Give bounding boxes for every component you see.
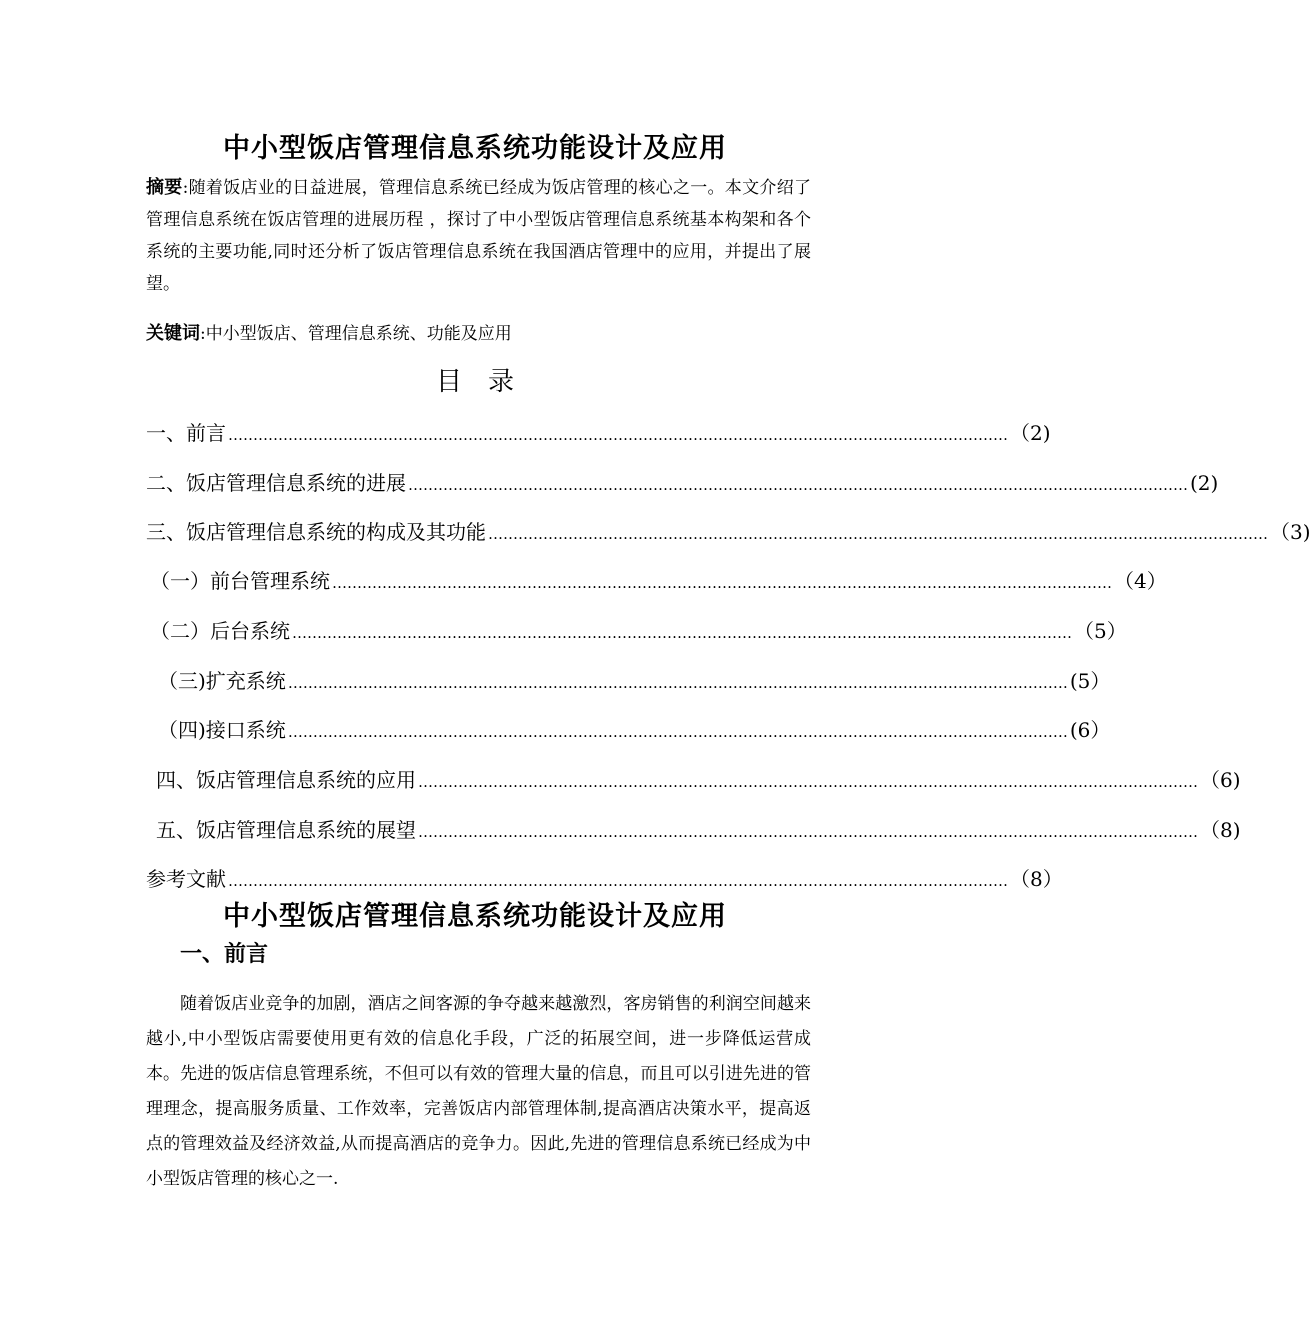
toc-item-label: 三、饭店管理信息系统的构成及其功能 [146,520,486,544]
abstract-label: 摘要 [146,177,183,198]
toc-item[interactable] [146,864,1063,894]
keywords-label: 关键词 [146,323,200,344]
toc-item-page: (2) [1190,471,1219,495]
toc-item[interactable] [158,666,1111,696]
toc-item-page: （4） [1114,569,1167,593]
toc-item-label: 参考文献 [146,867,226,891]
toc-item[interactable] [146,418,1051,448]
toc-item[interactable] [146,517,1311,547]
toc-item-page: （8） [1010,867,1063,891]
toc-item[interactable] [158,715,1111,745]
toc-leader-dots: ………………………………………………………………………………………………………………………………………… [418,773,1198,791]
keywords-text: :中小型饭店、管理信息系统、功能及应用 [200,324,512,344]
document-title: 中小型饭店管理信息系统功能设计及应用 [223,133,727,164]
toc-item[interactable] [156,765,1241,795]
toc-item-page: （6) [1200,768,1241,792]
toc-item[interactable] [156,815,1241,845]
toc-item-label: （三)扩充系统 [158,669,286,693]
toc-leader-dots: ………………………………………………………………………………………………………………………………………… [292,624,1072,642]
toc-item-label: 五、饭店管理信息系统的展望 [156,818,416,842]
toc-item-page: （2) [1010,421,1051,445]
toc-item-label: （二）后台系统 [150,619,290,643]
toc-item-label: 四、饭店管理信息系统的应用 [156,768,416,792]
toc-leader-dots: ………………………………………………………………………………………………………………………………………… [228,872,1008,890]
toc-item-label: （一）前台管理系统 [150,569,330,593]
body-paragraph: 随着饭店业竞争的加剧，酒店之间客源的争夺越来越激烈，客房销售的利润空间越来越小,中小型饭店需要使用更有效的信息化手段，广泛的拓展空间，进一步降低运营成本。先进的饭店信息管理系统，不但可以有效的管理大量的信息，而且可以引进先进的管理理念，提高服务质量、工作效率，完善饭店内部管理体制,提高酒店决策水平，提高返点的管理效益及经济效益,从而提高酒店的竞争力。因此,先进的管理信息系统已经成为中小型饭店管理的核心之一. [146,994,811,1189]
toc-item-page: （3) [1270,520,1311,544]
toc-item[interactable] [146,468,1219,498]
toc-item-label: （四)接口系统 [158,718,286,742]
abstract-paragraph [146,172,811,300]
toc-leader-dots: ………………………………………………………………………………………………………………………………………… [287,674,1068,692]
toc-item[interactable] [150,616,1127,646]
toc-item-page: (5） [1069,669,1111,693]
toc-leader-dots: ………………………………………………………………………………………………………………………………………… [488,525,1268,543]
toc-leader-dots: ………………………………………………………………………………………………………………………………………… [287,723,1068,741]
abstract-text: :随着饭店业的日益进展，管理信息系统已经成为饭店管理的核心之一。本文介绍了管理信息系统在饭店管理的进展历程 ，探讨了中小型饭店管理信息系统基本构架和各个系统的主要功能,同时还分析了饭店管理信息系统在我国酒店管理中的应用，并提出了展望。 [146,178,811,294]
toc-leader-dots: ………………………………………………………………………………………………………………………………………… [228,426,1008,444]
body-title: 中小型饭店管理信息系统功能设计及应用 [223,901,727,932]
toc-leader-dots: ………………………………………………………………………………………………………………………………………… [418,823,1198,841]
section-heading: 一、前言 [180,942,269,967]
toc-item-label: 一、前言 [146,421,226,445]
toc-item-page: （5） [1074,619,1127,643]
toc-leader-dots: ………………………………………………………………………………………………………………………………………… [408,476,1188,494]
toc-item-page: （8) [1200,818,1241,842]
keywords-line [146,318,811,350]
toc-heading: 目 录 [435,367,514,397]
toc-leader-dots: ………………………………………………………………………………………………………………………………………… [332,574,1112,592]
toc-item-label: 二、饭店管理信息系统的进展 [146,471,406,495]
toc-item-page: (6） [1069,718,1111,742]
toc-item[interactable] [150,566,1167,596]
